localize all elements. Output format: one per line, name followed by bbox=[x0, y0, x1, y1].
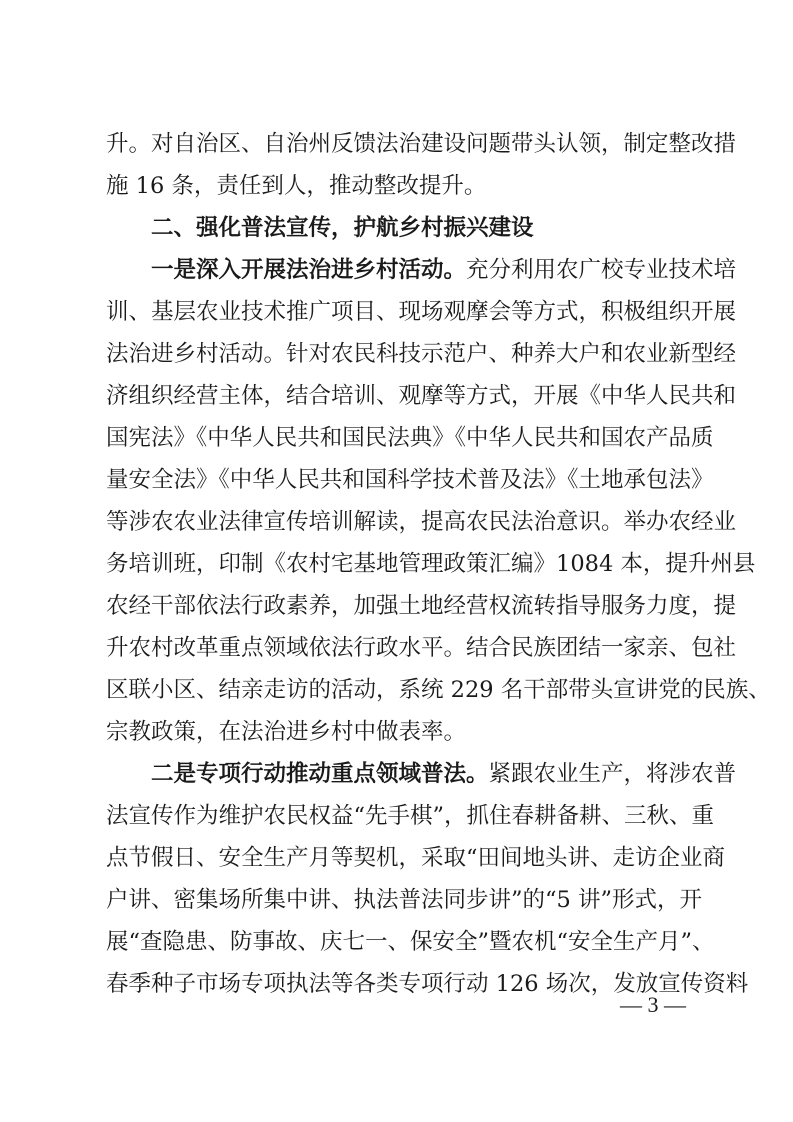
text-line: 法治进乡村活动。针对农民科技示范户、种养大户和农业新型经 bbox=[106, 341, 737, 367]
page-number: — 3 — bbox=[620, 992, 686, 1017]
text-line: 宗教政策，在法治进乡村中做表率。 bbox=[106, 719, 467, 745]
paragraph-first-line bbox=[151, 252, 737, 288]
text-line: 春季种子市场专项执法等各类专项行动 126 场次，发放宣传资料 bbox=[106, 971, 749, 997]
text-line: 户讲、密集场所集中讲、执法普法同步讲”的“5 讲”形式，开 bbox=[106, 887, 702, 913]
text-line: 充分利用农广校专业技术培 bbox=[466, 257, 737, 283]
text-line: 区联小区、结亲走访的活动，系统 229 名干部带头宣讲党的民族、 bbox=[106, 677, 771, 703]
text-line: 济组织经营主体，结合培训、观摩等方式，开展《中华人民共和 bbox=[106, 383, 737, 409]
text-line: 等涉农农业法律宣传培训解读，提高农民法治意识。举办农经业 bbox=[106, 509, 737, 535]
paragraph-lead: 一是深入开展法治进乡村活动。 bbox=[151, 257, 467, 283]
text-line: 农经干部依法行政素养，加强土地经营权流转指导服务力度，提 bbox=[106, 593, 737, 619]
text-line: 紧跟农业生产，将涉农普 bbox=[488, 761, 737, 787]
text-line: 训、基层农业技术推广项目、现场观摩会等方式，积极组织开展 bbox=[106, 299, 737, 325]
text-line: 法宣传作为维护农民权益“先手棋”，抓住春耕备耕、三秋、重 bbox=[106, 803, 715, 829]
paragraph-first-line bbox=[151, 756, 737, 792]
text-line: 升农村改革重点领域依法行政水平。结合民族团结一家亲、包社 bbox=[106, 635, 737, 661]
text-line: 国宪法》《中华人民共和国民法典》《中华人民共和国农产品质 bbox=[106, 425, 714, 451]
text-line: 点节假日、安全生产月等契机，采取“田间地头讲、走访企业商 bbox=[106, 845, 726, 871]
paragraph-lead: 二是专项行动推动重点领域普法。 bbox=[151, 761, 489, 787]
text-line: 务培训班，印制《农村宅基地管理政策汇编》1084 本，提升州县 bbox=[106, 551, 756, 577]
text-line: 升。对自治区、自治州反馈法治建设问题带头认领，制定整改措 bbox=[106, 131, 737, 157]
text-line: 量安全法》《中华人民共和国科学技术普及法》《土地承包法》 bbox=[106, 467, 714, 493]
text-line: 展“查隐患、防事故、庆七一、保安全”暨农机“安全生产月”、 bbox=[106, 929, 715, 955]
text-line: 施 16 条，责任到人，推动整改提升。 bbox=[106, 173, 487, 199]
section-heading: 二、强化普法宣传，护航乡村振兴建设 bbox=[151, 215, 534, 241]
